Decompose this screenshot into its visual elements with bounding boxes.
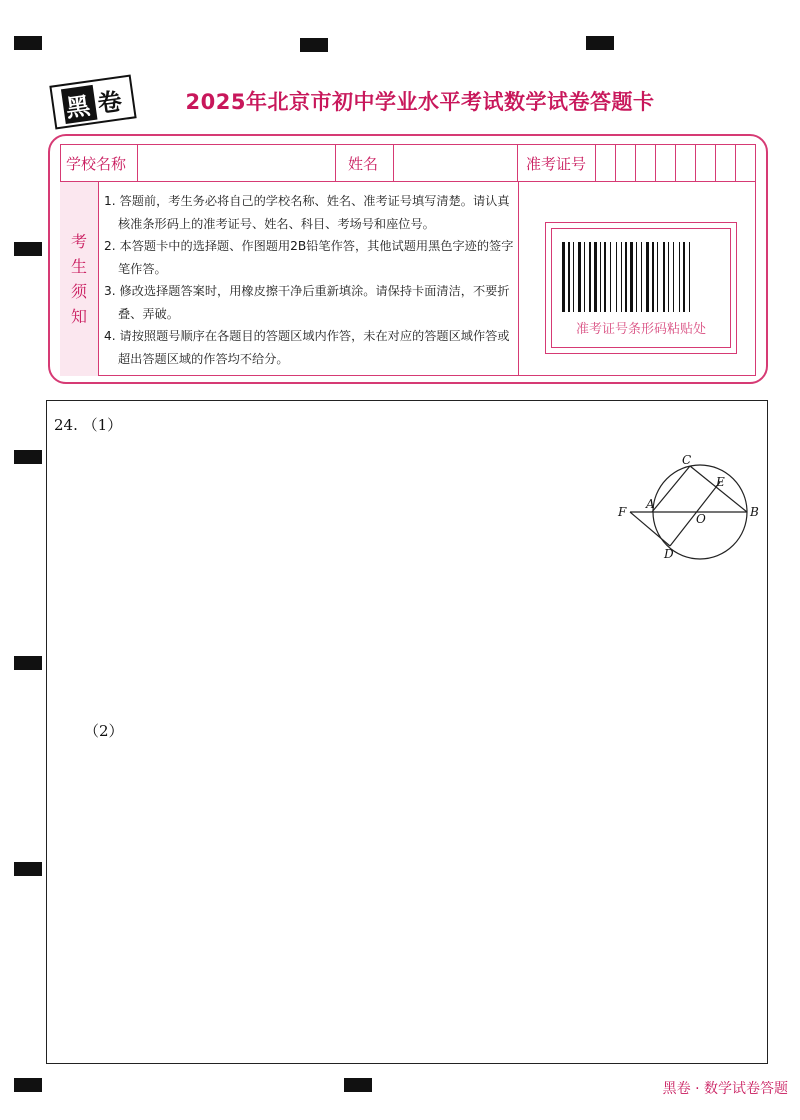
barcode-caption: 准考证号条形码粘贴处 bbox=[575, 322, 706, 337]
alignment-mark bbox=[586, 36, 614, 50]
barcode-bar bbox=[668, 242, 669, 312]
notice-label bbox=[60, 182, 99, 376]
logo-char-juan: 卷 bbox=[95, 86, 126, 118]
notice-item: 1. 答题前，考生务必将自己的学校名称、姓名、准考证号填写清楚。请认真核准条形码上的准考证号、姓名、科目、考场号和座位号。 bbox=[104, 194, 510, 231]
figure-label-d: D bbox=[664, 547, 674, 561]
barcode-bar bbox=[657, 242, 658, 312]
exam-id-digit-box[interactable] bbox=[596, 144, 616, 182]
barcode-bar bbox=[600, 242, 601, 312]
barcode-bar bbox=[641, 242, 642, 312]
figure-label-c: C bbox=[682, 453, 692, 467]
exam-id-digit-box[interactable] bbox=[616, 144, 636, 182]
part-2-label: （2） bbox=[84, 722, 124, 740]
barcode-bar bbox=[578, 242, 581, 312]
exam-id-label: 准考证号 bbox=[526, 155, 587, 173]
alignment-mark bbox=[14, 656, 42, 670]
exam-id-digit-box[interactable] bbox=[676, 144, 696, 182]
barcode-bar bbox=[604, 242, 606, 312]
figure-label-e: E bbox=[716, 475, 725, 489]
exam-id-digit-box[interactable] bbox=[656, 144, 676, 182]
geometry-figure bbox=[612, 450, 764, 562]
figure-label-b: B bbox=[750, 505, 759, 519]
barcode-bar bbox=[621, 242, 622, 312]
figure-label-f: F bbox=[618, 505, 627, 519]
alignment-mark bbox=[14, 36, 42, 50]
barcode-bar bbox=[562, 242, 565, 312]
notice-char: 生 bbox=[70, 257, 87, 276]
figure-label-a: A bbox=[646, 497, 655, 511]
barcode-bar bbox=[573, 242, 574, 312]
school-input[interactable] bbox=[138, 144, 336, 182]
barcode-bar bbox=[689, 242, 690, 312]
barcode-bar bbox=[630, 242, 633, 312]
barcode-bar bbox=[584, 242, 585, 312]
exam-id-label-cell bbox=[518, 144, 596, 182]
notice-list bbox=[104, 190, 514, 370]
figure-line-fd bbox=[630, 512, 670, 546]
exam-id-digit-box[interactable] bbox=[716, 144, 736, 182]
barcode-bar bbox=[610, 242, 611, 312]
exam-id-digit-box[interactable] bbox=[636, 144, 656, 182]
figure-line-ac bbox=[652, 466, 690, 512]
barcode-bar bbox=[646, 242, 649, 312]
school-label: 学校名称 bbox=[66, 155, 127, 173]
barcode-bar bbox=[652, 242, 654, 312]
barcode-bar bbox=[663, 242, 665, 312]
barcode-bar bbox=[568, 242, 570, 312]
alignment-mark bbox=[14, 1078, 42, 1092]
name-input[interactable] bbox=[394, 144, 518, 182]
alignment-mark bbox=[300, 38, 328, 52]
figure-line-de bbox=[670, 482, 720, 546]
page-title: 2025年北京市初中学业水平考试数学试卷答题卡 bbox=[185, 90, 655, 114]
alignment-mark bbox=[14, 242, 42, 256]
notice-item: 4. 请按照题号顺序在各题目的答题区域内作答，未在对应的答题区域作答或超出答题区域的作答均不给分。 bbox=[104, 329, 510, 366]
notice-item: 2. 本答题卡中的选择题、作图题用2B铅笔作答，其他试题用黑色字迹的签字笔作答。 bbox=[104, 239, 514, 276]
barcode-bar bbox=[683, 242, 685, 312]
barcode-bar bbox=[673, 242, 674, 312]
footer-text: 黑卷 · 数学试卷答题 bbox=[662, 1081, 788, 1097]
logo-char-hei: 黑 bbox=[60, 84, 97, 123]
figure-label-o: O bbox=[696, 512, 706, 526]
barcode-bar bbox=[589, 242, 591, 312]
notice-char: 知 bbox=[70, 307, 87, 326]
notice-char: 须 bbox=[70, 282, 87, 301]
name-label-cell bbox=[336, 144, 394, 182]
barcode-bar bbox=[625, 242, 627, 312]
barcode-bar bbox=[679, 242, 680, 312]
name-label: 姓名 bbox=[348, 155, 379, 173]
barcode-bar bbox=[594, 242, 597, 312]
barcode-bar bbox=[616, 242, 617, 312]
barcode-graphic bbox=[560, 242, 722, 316]
notice-divider bbox=[518, 182, 519, 376]
exam-id-digit-box[interactable] bbox=[696, 144, 716, 182]
figure-line-cb bbox=[690, 466, 747, 512]
barcode-bar bbox=[636, 242, 637, 312]
alignment-mark bbox=[344, 1078, 372, 1092]
alignment-mark bbox=[14, 450, 42, 464]
notice-char: 考 bbox=[70, 232, 87, 251]
brand-logo bbox=[49, 75, 136, 130]
notice-item: 3. 修改选择题答案时，用橡皮擦干净后重新填涂。请保持卡面清洁，不要折叠、弄破。 bbox=[104, 284, 510, 321]
exam-id-digit-box[interactable] bbox=[736, 144, 756, 182]
question-label: 24. （1） bbox=[54, 416, 123, 434]
alignment-mark bbox=[14, 862, 42, 876]
